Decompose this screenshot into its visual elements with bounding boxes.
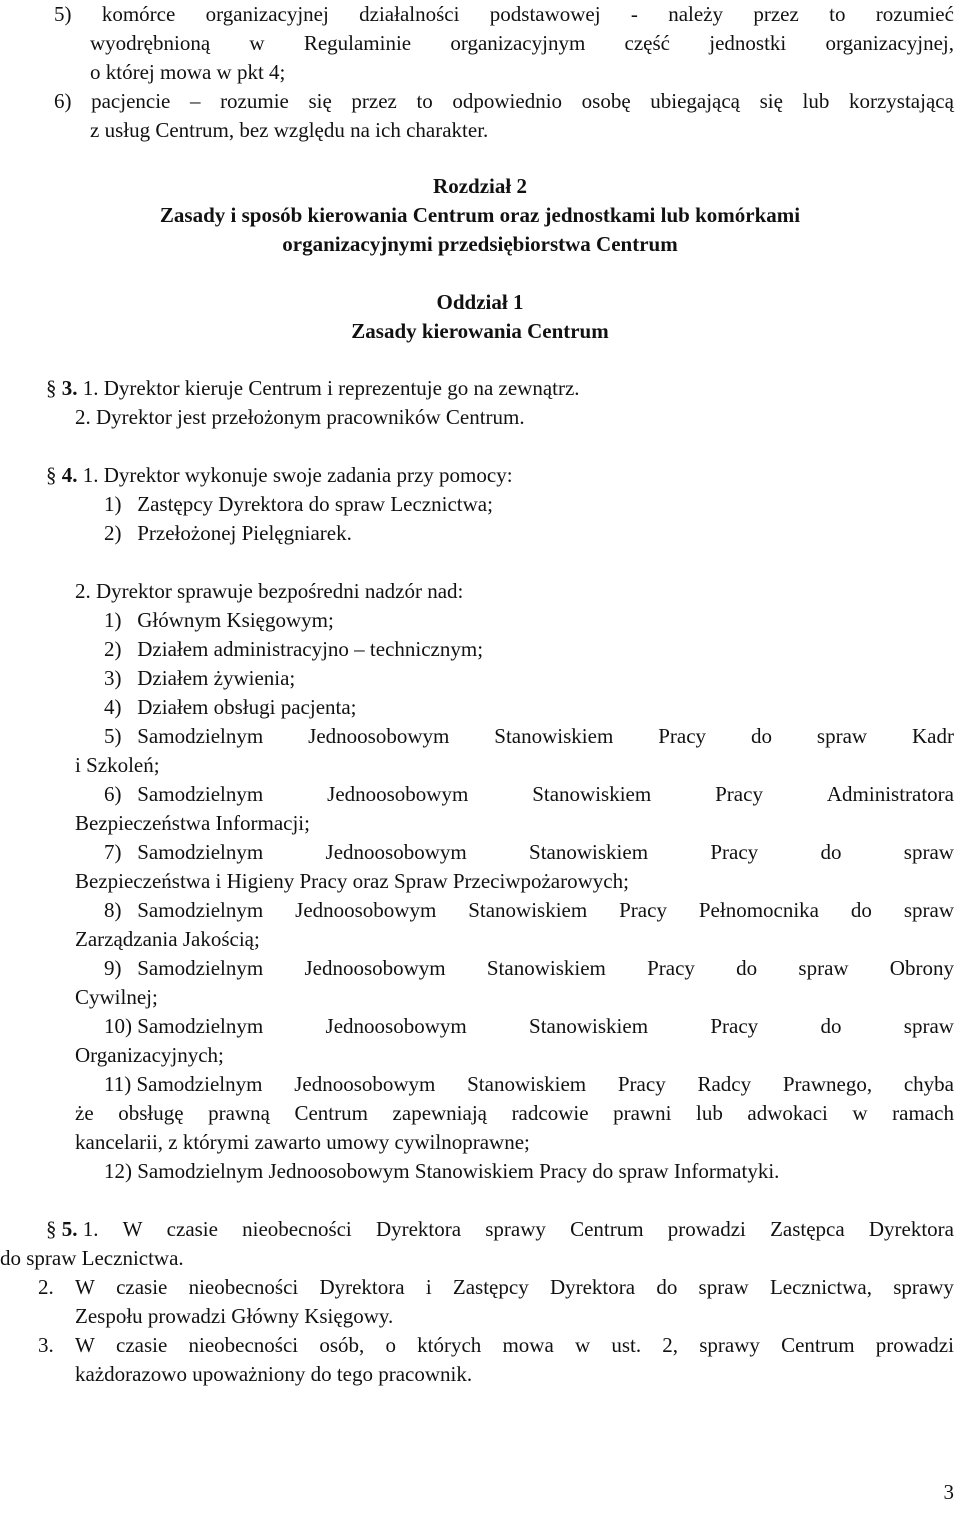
- word: Kadr: [912, 724, 954, 748]
- word: rozumieć: [875, 2, 954, 26]
- chapter-title: Rozdział 2: [433, 174, 527, 198]
- word: podstawowej: [489, 2, 601, 26]
- word: spraw: [903, 898, 954, 922]
- word: sprawy: [893, 1275, 954, 1299]
- word: czasie: [116, 1333, 168, 1357]
- par4-ust2-item9-line1: [104, 954, 954, 983]
- par4-ust2-item11-line2: [75, 1099, 954, 1128]
- word: prawną: [208, 1101, 270, 1125]
- word: Pracy: [715, 782, 763, 806]
- word: jednostki: [709, 31, 787, 55]
- word: 10) Samodzielnym: [104, 1014, 264, 1038]
- word: część: [624, 31, 670, 55]
- word: wyodrębnioną: [90, 31, 211, 55]
- word: Stanowiskiem: [529, 840, 649, 864]
- word: 9) Samodzielnym: [104, 956, 264, 980]
- word: radcowie: [511, 1101, 589, 1125]
- par3-ust1-text: 1. Dyrektor kieruje Centrum i reprezentuje go na zewnątrz.: [82, 376, 580, 400]
- par5-lead: [46, 1215, 99, 1244]
- word: Dyrektora: [549, 1275, 636, 1299]
- word: 2,: [662, 1333, 679, 1357]
- par3-mark: 3.: [61, 376, 78, 400]
- par4-ust2-item11-line1: [104, 1070, 954, 1099]
- word: ust.: [611, 1333, 642, 1357]
- par4-ust1-text: 1. Dyrektor wykonuje swoje zadania przy pomocy:: [82, 463, 513, 487]
- word: lub: [695, 1101, 723, 1125]
- word: się: [308, 89, 332, 113]
- par4-ust2-item9-line2: Cywilnej;: [75, 985, 158, 1009]
- word: chyba: [903, 1072, 954, 1096]
- word: adwokaci: [747, 1101, 828, 1125]
- par5-mark: 5.: [61, 1217, 78, 1241]
- word: Stanowiskiem: [467, 1072, 587, 1096]
- word: organizacyjnej: [205, 2, 329, 26]
- par5-ust1-first-word: 1.: [82, 1217, 99, 1241]
- word: obsługę: [118, 1101, 184, 1125]
- word: Regulaminie: [303, 31, 412, 55]
- word: spraw: [816, 724, 868, 748]
- word: o: [385, 1333, 396, 1357]
- par5-ust1-line1: [46, 1215, 954, 1244]
- word: organizacyjnym: [450, 31, 586, 55]
- chapter-subtitle-line1: Zasady i sposób kierowania Centrum oraz jednostkami lub komórkami: [159, 203, 801, 227]
- paragraph-sign: §: [46, 1217, 57, 1241]
- word: mowa: [502, 1333, 554, 1357]
- word: 5): [54, 2, 72, 26]
- word: Zastępcy: [452, 1275, 529, 1299]
- paragraph-sign: §: [46, 376, 57, 400]
- word: organizacyjnej,: [825, 31, 954, 55]
- par5-word: Dyrektora: [868, 1217, 954, 1241]
- word: Lecznictwa,: [769, 1275, 872, 1299]
- word: Obrony: [889, 956, 954, 980]
- word: w: [249, 31, 265, 55]
- word: odpowiednio: [452, 89, 563, 113]
- word: Pracy: [617, 1072, 666, 1096]
- word: 11) Samodzielnym: [104, 1072, 263, 1096]
- par5-word: czasie: [166, 1217, 218, 1241]
- par5-word: sprawy: [485, 1217, 546, 1241]
- word: i: [425, 1275, 432, 1299]
- par4-ust2-item1: 1) Głównym Księgowym;: [104, 608, 334, 632]
- word: osobę: [581, 89, 631, 113]
- word: do: [750, 724, 772, 748]
- word: Stanowiskiem: [529, 1014, 649, 1038]
- par5-word: Centrum: [570, 1217, 644, 1241]
- word: ubiegającą: [650, 89, 741, 113]
- word: w: [852, 1101, 868, 1125]
- word: nieobecności: [188, 1275, 299, 1299]
- word: przez: [351, 89, 397, 113]
- word: zapewniają: [392, 1101, 487, 1125]
- word: do: [820, 840, 842, 864]
- par4-ust2-item11-line3: kancelarii, z którymi zawarto umowy cywilnoprawne;: [75, 1130, 530, 1154]
- word: że: [75, 1101, 94, 1125]
- word: Radcy: [697, 1072, 752, 1096]
- word: się: [759, 89, 783, 113]
- par5-ust2-line1: [75, 1273, 954, 1302]
- par4-ust2-item3: 3) Działem żywienia;: [104, 666, 296, 690]
- word: Pracy: [619, 898, 667, 922]
- word: Jednoosobowym: [294, 1072, 436, 1096]
- word: Centrum: [294, 1101, 368, 1125]
- word: Jednoosobowym: [295, 898, 437, 922]
- word: Prawnego,: [782, 1072, 873, 1096]
- par4-mark: 4.: [61, 463, 78, 487]
- word: Dyrektora: [319, 1275, 405, 1299]
- word: należy: [668, 2, 724, 26]
- word: Jednoosobowym: [325, 1014, 467, 1038]
- word: W: [75, 1275, 95, 1299]
- word: do: [656, 1275, 678, 1299]
- par4-ust2-item10-line1: [104, 1012, 954, 1041]
- par4-ust1-item2: 2) Przełożonej Pielęgniarek.: [104, 521, 352, 545]
- par4-ust2-item8-line1: [104, 896, 954, 925]
- word: do: [850, 898, 872, 922]
- word: to: [416, 89, 433, 113]
- par4-ust2-item12: 12) Samodzielnym Jednoosobowym Stanowiskiem Pracy do spraw Informatyki.: [104, 1159, 780, 1183]
- word: korzystającą: [848, 89, 954, 113]
- word: Stanowiskiem: [532, 782, 652, 806]
- word: Stanowiskiem: [494, 724, 614, 748]
- intro-item5-line1: [54, 0, 954, 29]
- par5-word: Zastępca: [770, 1217, 845, 1241]
- word: 7) Samodzielnym: [104, 840, 264, 864]
- par4-ust2-item2: 2) Działem administracyjno – technicznym;: [104, 637, 484, 661]
- word: nieobecności: [188, 1333, 299, 1357]
- par4-ust2-item10-line2: Organizacyjnych;: [75, 1043, 224, 1067]
- word: Stanowiskiem: [486, 956, 606, 980]
- par4-ust2-item7-line2: Bezpieczeństwa i Higieny Pracy oraz Spraw Przeciwpożarowych;: [75, 869, 629, 893]
- word: sprawy: [699, 1333, 760, 1357]
- par4-ust1-item1: 1) Zastępcy Dyrektora do spraw Lecznictwa;: [104, 492, 493, 516]
- word: Jednoosobowym: [308, 724, 450, 748]
- intro-item5-line2: [90, 29, 954, 58]
- word: to: [829, 2, 846, 26]
- word: 6): [54, 89, 72, 113]
- paragraph-sign: §: [46, 463, 57, 487]
- word: Pełnomocnika: [698, 898, 820, 922]
- word: przez: [753, 2, 799, 26]
- word: Jednoosobowym: [325, 840, 467, 864]
- word: Pracy: [710, 840, 759, 864]
- par5-word: Dyrektora: [375, 1217, 462, 1241]
- word: Stanowiskiem: [468, 898, 588, 922]
- word: w: [574, 1333, 591, 1357]
- word: Pracy: [647, 956, 695, 980]
- word: prawni: [613, 1101, 672, 1125]
- word: W: [75, 1333, 95, 1357]
- par5-ust1-line2: do spraw Lecznictwa.: [0, 1246, 184, 1270]
- intro-item6-line1: [54, 87, 954, 116]
- word: pacjencie: [91, 89, 171, 113]
- word: spraw: [798, 956, 849, 980]
- word: Pracy: [658, 724, 707, 748]
- page-number: 3: [943, 1480, 954, 1504]
- word: –: [189, 89, 201, 113]
- par4-ust2-item6-line1: [104, 780, 954, 809]
- par3-ust1: [46, 374, 960, 403]
- par4-ust2-item5-line1: [104, 722, 954, 751]
- word: Centrum: [781, 1333, 855, 1357]
- par4-ust1: [46, 461, 960, 490]
- word: Jednoosobowym: [327, 782, 469, 806]
- word: do: [736, 956, 758, 980]
- par5-ust3-line1: [75, 1331, 954, 1360]
- intro-item5-line3: o której mowa w pkt 4;: [90, 60, 286, 84]
- chapter-subtitle-line2: organizacyjnymi przedsiębiorstwa Centrum: [282, 232, 678, 256]
- word: spraw: [903, 1014, 954, 1038]
- par3-ust2: 2. Dyrektor jest przełożonym pracowników Centrum.: [75, 405, 525, 429]
- par5-ust3-number: 3.: [38, 1333, 54, 1357]
- word: osób,: [319, 1333, 365, 1357]
- par5-word: W: [122, 1217, 143, 1241]
- par5-ust2-line2: Zespołu prowadzi Główny Księgowy.: [75, 1304, 394, 1328]
- section-subtitle: Zasady kierowania Centrum: [351, 319, 609, 343]
- par4-ust2-item8-line2: Zarządzania Jakością;: [75, 927, 260, 951]
- word: prowadzi: [875, 1333, 954, 1357]
- word: których: [417, 1333, 482, 1357]
- word: 5) Samodzielnym: [104, 724, 264, 748]
- word: spraw: [903, 840, 954, 864]
- word: do: [820, 1014, 842, 1038]
- word: Administratora: [826, 782, 954, 806]
- section-title: Oddział 1: [436, 290, 524, 314]
- word: Pracy: [710, 1014, 759, 1038]
- par4-ust2: 2. Dyrektor sprawuje bezpośredni nadzór nad:: [75, 579, 464, 603]
- word: 8) Samodzielnym: [104, 898, 264, 922]
- par5-word: prowadzi: [667, 1217, 746, 1241]
- intro-item6-line2: z usług Centrum, bez względu na ich charakter.: [90, 118, 489, 142]
- word: 6) Samodzielnym: [104, 782, 264, 806]
- word: spraw: [698, 1275, 749, 1299]
- par5-ust2-number: 2.: [38, 1275, 54, 1299]
- par4-ust2-item6-line2: Bezpieczeństwa Informacji;: [75, 811, 310, 835]
- word: ramach: [892, 1101, 954, 1125]
- word: rozumie: [220, 89, 289, 113]
- par5-word: nieobecności: [242, 1217, 352, 1241]
- par5-ust3-line2: każdorazowo upoważniony do tego pracownik.: [75, 1362, 473, 1386]
- word: -: [630, 2, 638, 26]
- word: komórce: [101, 2, 176, 26]
- word: działalności: [359, 2, 460, 26]
- word: lub: [802, 89, 830, 113]
- word: czasie: [116, 1275, 168, 1299]
- par4-ust2-item5-line2: i Szkoleń;: [75, 753, 160, 777]
- par4-ust2-item7-line1: [104, 838, 954, 867]
- word: Jednoosobowym: [304, 956, 446, 980]
- par4-ust2-item4: 4) Działem obsługi pacjenta;: [104, 695, 357, 719]
